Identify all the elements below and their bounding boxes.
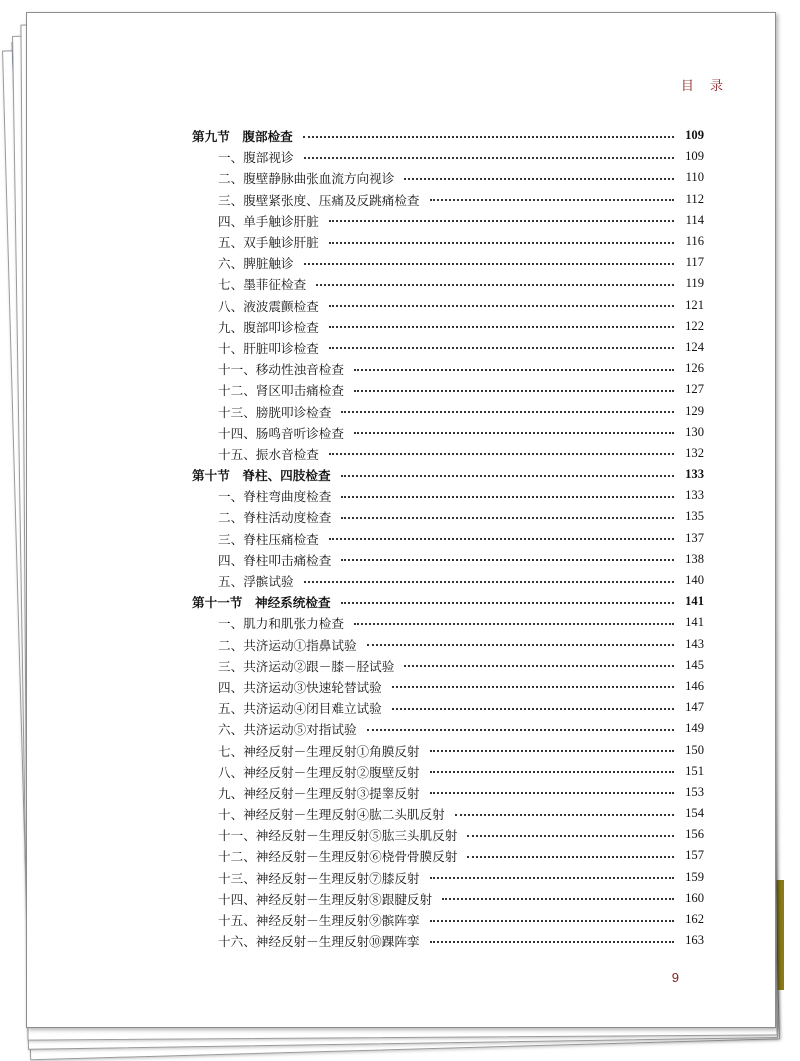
toc-entry[interactable] — [192, 761, 704, 782]
toc-entry-page: 114 — [685, 212, 704, 227]
toc-entry-page: 138 — [685, 551, 704, 566]
toc-entry-title: 二、腹壁静脉曲张血流方向视诊 — [218, 171, 395, 187]
toc-entry-title: 十四、肠鸣音听诊检查 — [218, 425, 344, 441]
toc-entry[interactable] — [192, 824, 704, 845]
dot-leader — [341, 602, 674, 604]
toc-entry-title: 一、脊柱弯曲度检查 — [218, 489, 332, 505]
toc-entry[interactable] — [192, 210, 704, 231]
toc-entry-title: 八、神经反射－生理反射②腹壁反射 — [218, 764, 420, 780]
toc-entry[interactable] — [192, 146, 704, 167]
toc-entry-title: 一、腹部视诊 — [218, 150, 294, 166]
toc-entry-title: 六、共济运动⑤对指试验 — [218, 722, 357, 738]
toc-entry-title: 十二、神经反射－生理反射⑥桡骨骨膜反射 — [218, 849, 458, 865]
toc-entry-page: 129 — [685, 403, 704, 418]
toc-entry-page: 156 — [685, 827, 704, 842]
dot-leader — [304, 157, 674, 159]
dot-leader — [354, 623, 674, 625]
dot-leader — [316, 284, 674, 286]
dot-leader — [367, 644, 674, 646]
toc-entry-title: 十二、肾区叩击痛检查 — [218, 383, 344, 399]
toc-entry-page: 117 — [685, 255, 704, 270]
toc-entry-page: 149 — [685, 721, 704, 736]
dot-leader — [329, 242, 674, 244]
toc-entry-title: 五、浮髌试验 — [218, 574, 294, 590]
toc-entry[interactable] — [192, 739, 704, 760]
toc-entry[interactable] — [192, 612, 704, 633]
toc-entry[interactable] — [192, 528, 704, 549]
dot-leader — [329, 220, 674, 222]
toc-entry-title: 十三、膀胱叩诊检查 — [218, 404, 332, 420]
toc-entry-page: 159 — [685, 869, 704, 884]
toc-entry-title: 九、腹部叩诊检查 — [218, 319, 319, 335]
toc-entry-title: 二、共济运动①指鼻试验 — [218, 637, 357, 653]
toc-entry-title: 六、脾脏触诊 — [218, 256, 294, 272]
toc-entry-title: 三、共济运动②跟－膝－胫试验 — [218, 658, 395, 674]
toc-entry-title: 四、脊柱叩击痛检查 — [218, 552, 332, 568]
toc-entry-page: 145 — [685, 657, 704, 672]
dot-leader — [404, 178, 674, 180]
toc-entry[interactable] — [192, 782, 704, 803]
toc-section-title: 第十节 脊柱、四肢检查 — [192, 468, 331, 484]
toc-entry-page: 163 — [685, 933, 704, 948]
dot-leader — [329, 326, 674, 328]
toc-entry[interactable] — [192, 231, 704, 252]
toc-entry-page: 140 — [685, 573, 704, 588]
toc-entry-page: 135 — [685, 509, 704, 524]
dot-leader — [341, 496, 674, 498]
toc-entry-page: 160 — [685, 890, 704, 905]
toc-entry-page: 146 — [685, 678, 704, 693]
dot-leader — [430, 877, 675, 879]
dot-leader — [467, 856, 674, 858]
page-number: 9 — [671, 970, 679, 985]
toc-entry-page: 147 — [685, 700, 704, 715]
toc-entry-page: 127 — [685, 382, 704, 397]
toc-entry-title: 五、共济运动④闭目难立试验 — [218, 701, 382, 717]
toc-entry-page: 119 — [685, 276, 704, 291]
document-page — [26, 12, 776, 1028]
toc-section-title: 第十一节 神经系统检查 — [192, 595, 331, 611]
toc-entry-title: 五、双手触诊肝脏 — [218, 235, 319, 251]
dot-leader — [329, 347, 674, 349]
toc-entry-page: 157 — [685, 848, 704, 863]
dot-leader — [392, 686, 674, 688]
toc-entry-title: 十一、移动性浊音检查 — [218, 362, 344, 378]
dot-leader — [392, 708, 674, 710]
dot-leader — [430, 941, 675, 943]
toc-entry-title: 十六、神经反射－生理反射⑩踝阵挛 — [218, 934, 420, 950]
toc-entry[interactable] — [192, 295, 704, 316]
toc-entry-title: 十一、神经反射－生理反射⑤肱三头肌反射 — [218, 828, 458, 844]
dot-leader — [329, 538, 674, 540]
toc-entry[interactable] — [192, 676, 704, 697]
dot-leader — [367, 729, 674, 731]
toc-entry-page: 122 — [685, 318, 704, 333]
toc-entry-page: 121 — [685, 297, 704, 312]
toc-entry-page: 116 — [685, 234, 704, 249]
toc-entry[interactable] — [192, 316, 704, 337]
toc-entry-title: 八、液波震颤检查 — [218, 298, 319, 314]
toc-entry-title: 十三、神经反射－生理反射⑦膝反射 — [218, 870, 420, 886]
dot-leader — [341, 517, 674, 519]
toc-entry-title: 十、神经反射－生理反射④肱二头肌反射 — [218, 807, 445, 823]
toc-entry[interactable] — [192, 400, 704, 421]
toc-entry-page: 126 — [685, 361, 704, 376]
toc-entry-title: 四、单手触诊肝脏 — [218, 213, 319, 229]
toc-entry[interactable] — [192, 379, 704, 400]
dot-leader — [404, 665, 674, 667]
toc-entry-page: 151 — [685, 763, 704, 778]
toc-entry-title: 十四、神经反射－生理反射⑧跟腱反射 — [218, 891, 433, 907]
toc-entry[interactable] — [192, 273, 704, 294]
toc-entry-page: 154 — [685, 806, 704, 821]
toc-entry[interactable] — [192, 358, 704, 379]
toc-entry-page: 110 — [685, 170, 704, 185]
toc-entry[interactable] — [192, 888, 704, 909]
toc-entry-page: 153 — [685, 784, 704, 799]
toc-entry-page: 130 — [685, 424, 704, 439]
dot-leader — [455, 814, 674, 816]
toc-entry-page: 133 — [685, 488, 704, 503]
page-header: 目 录 — [680, 79, 729, 94]
toc-entry-title: 二、脊柱活动度检查 — [218, 510, 332, 526]
toc-entry[interactable] — [192, 443, 704, 464]
toc-entry[interactable] — [192, 189, 704, 210]
toc-entry-page: 124 — [685, 339, 704, 354]
toc-entry[interactable] — [192, 634, 704, 655]
toc-entry[interactable] — [192, 803, 704, 824]
toc-entry[interactable] — [192, 867, 704, 888]
toc-entry[interactable] — [192, 909, 704, 930]
dot-leader — [329, 453, 674, 455]
dot-leader — [430, 750, 675, 752]
dot-leader — [354, 432, 674, 434]
toc-entry[interactable] — [192, 506, 704, 527]
dot-leader — [430, 920, 675, 922]
toc-entry[interactable] — [192, 252, 704, 273]
toc-entry[interactable] — [192, 485, 704, 506]
dot-leader — [304, 581, 674, 583]
dot-leader — [341, 411, 674, 413]
toc-entry-title: 三、腹壁紧张度、压痛及反跳痛检查 — [218, 192, 420, 208]
toc-entry-title: 七、墨菲征检查 — [218, 277, 307, 293]
dot-leader — [442, 898, 674, 900]
toc-entry[interactable] — [192, 570, 704, 591]
toc-entry-page: 162 — [685, 912, 704, 927]
dot-leader — [430, 792, 675, 794]
toc-entry[interactable] — [192, 697, 704, 718]
toc-entry-title: 一、肌力和肌张力检查 — [218, 616, 344, 632]
toc-section-page: 133 — [685, 467, 704, 482]
toc-entry-title: 十、肝脏叩诊检查 — [218, 340, 319, 356]
toc-entry-title: 十五、神经反射－生理反射⑨髌阵挛 — [218, 913, 420, 929]
toc-entry[interactable] — [192, 930, 704, 951]
dot-leader — [467, 835, 674, 837]
toc-entry-page: 141 — [685, 615, 704, 630]
dot-leader — [304, 263, 674, 265]
toc-entry-page: 143 — [685, 636, 704, 651]
table-of-contents — [192, 125, 704, 951]
dot-leader — [354, 369, 674, 371]
toc-entry-title: 七、神经反射－生理反射①角膜反射 — [218, 743, 420, 759]
toc-entry-page: 137 — [685, 530, 704, 545]
toc-entry[interactable] — [192, 337, 704, 358]
toc-section-page: 141 — [685, 594, 704, 609]
toc-entry-title: 三、脊柱压痛检查 — [218, 531, 319, 547]
dot-leader — [303, 136, 674, 138]
toc-entry-title: 四、共济运动③快速轮替试验 — [218, 679, 382, 695]
toc-entry-title: 十五、振水音检查 — [218, 446, 319, 462]
dot-leader — [341, 475, 674, 477]
dot-leader — [354, 390, 674, 392]
toc-section[interactable] — [192, 125, 704, 146]
toc-section-title: 第九节 腹部检查 — [192, 129, 293, 145]
toc-section[interactable] — [192, 464, 704, 485]
toc-entry-page: 132 — [685, 445, 704, 460]
toc-entry[interactable] — [192, 549, 704, 570]
dot-leader — [430, 199, 675, 201]
toc-section-page: 109 — [685, 128, 704, 143]
toc-entry[interactable] — [192, 167, 704, 188]
toc-entry[interactable] — [192, 655, 704, 676]
toc-entry[interactable] — [192, 845, 704, 866]
toc-section[interactable] — [192, 591, 704, 612]
toc-entry[interactable] — [192, 718, 704, 739]
toc-entry-page: 150 — [685, 742, 704, 757]
dot-leader — [430, 771, 675, 773]
toc-entry-title: 九、神经反射－生理反射③提睾反射 — [218, 785, 420, 801]
toc-entry[interactable] — [192, 422, 704, 443]
toc-entry-page: 112 — [685, 191, 704, 206]
dot-leader — [329, 305, 674, 307]
toc-entry-page: 109 — [685, 149, 704, 164]
dot-leader — [341, 559, 674, 561]
